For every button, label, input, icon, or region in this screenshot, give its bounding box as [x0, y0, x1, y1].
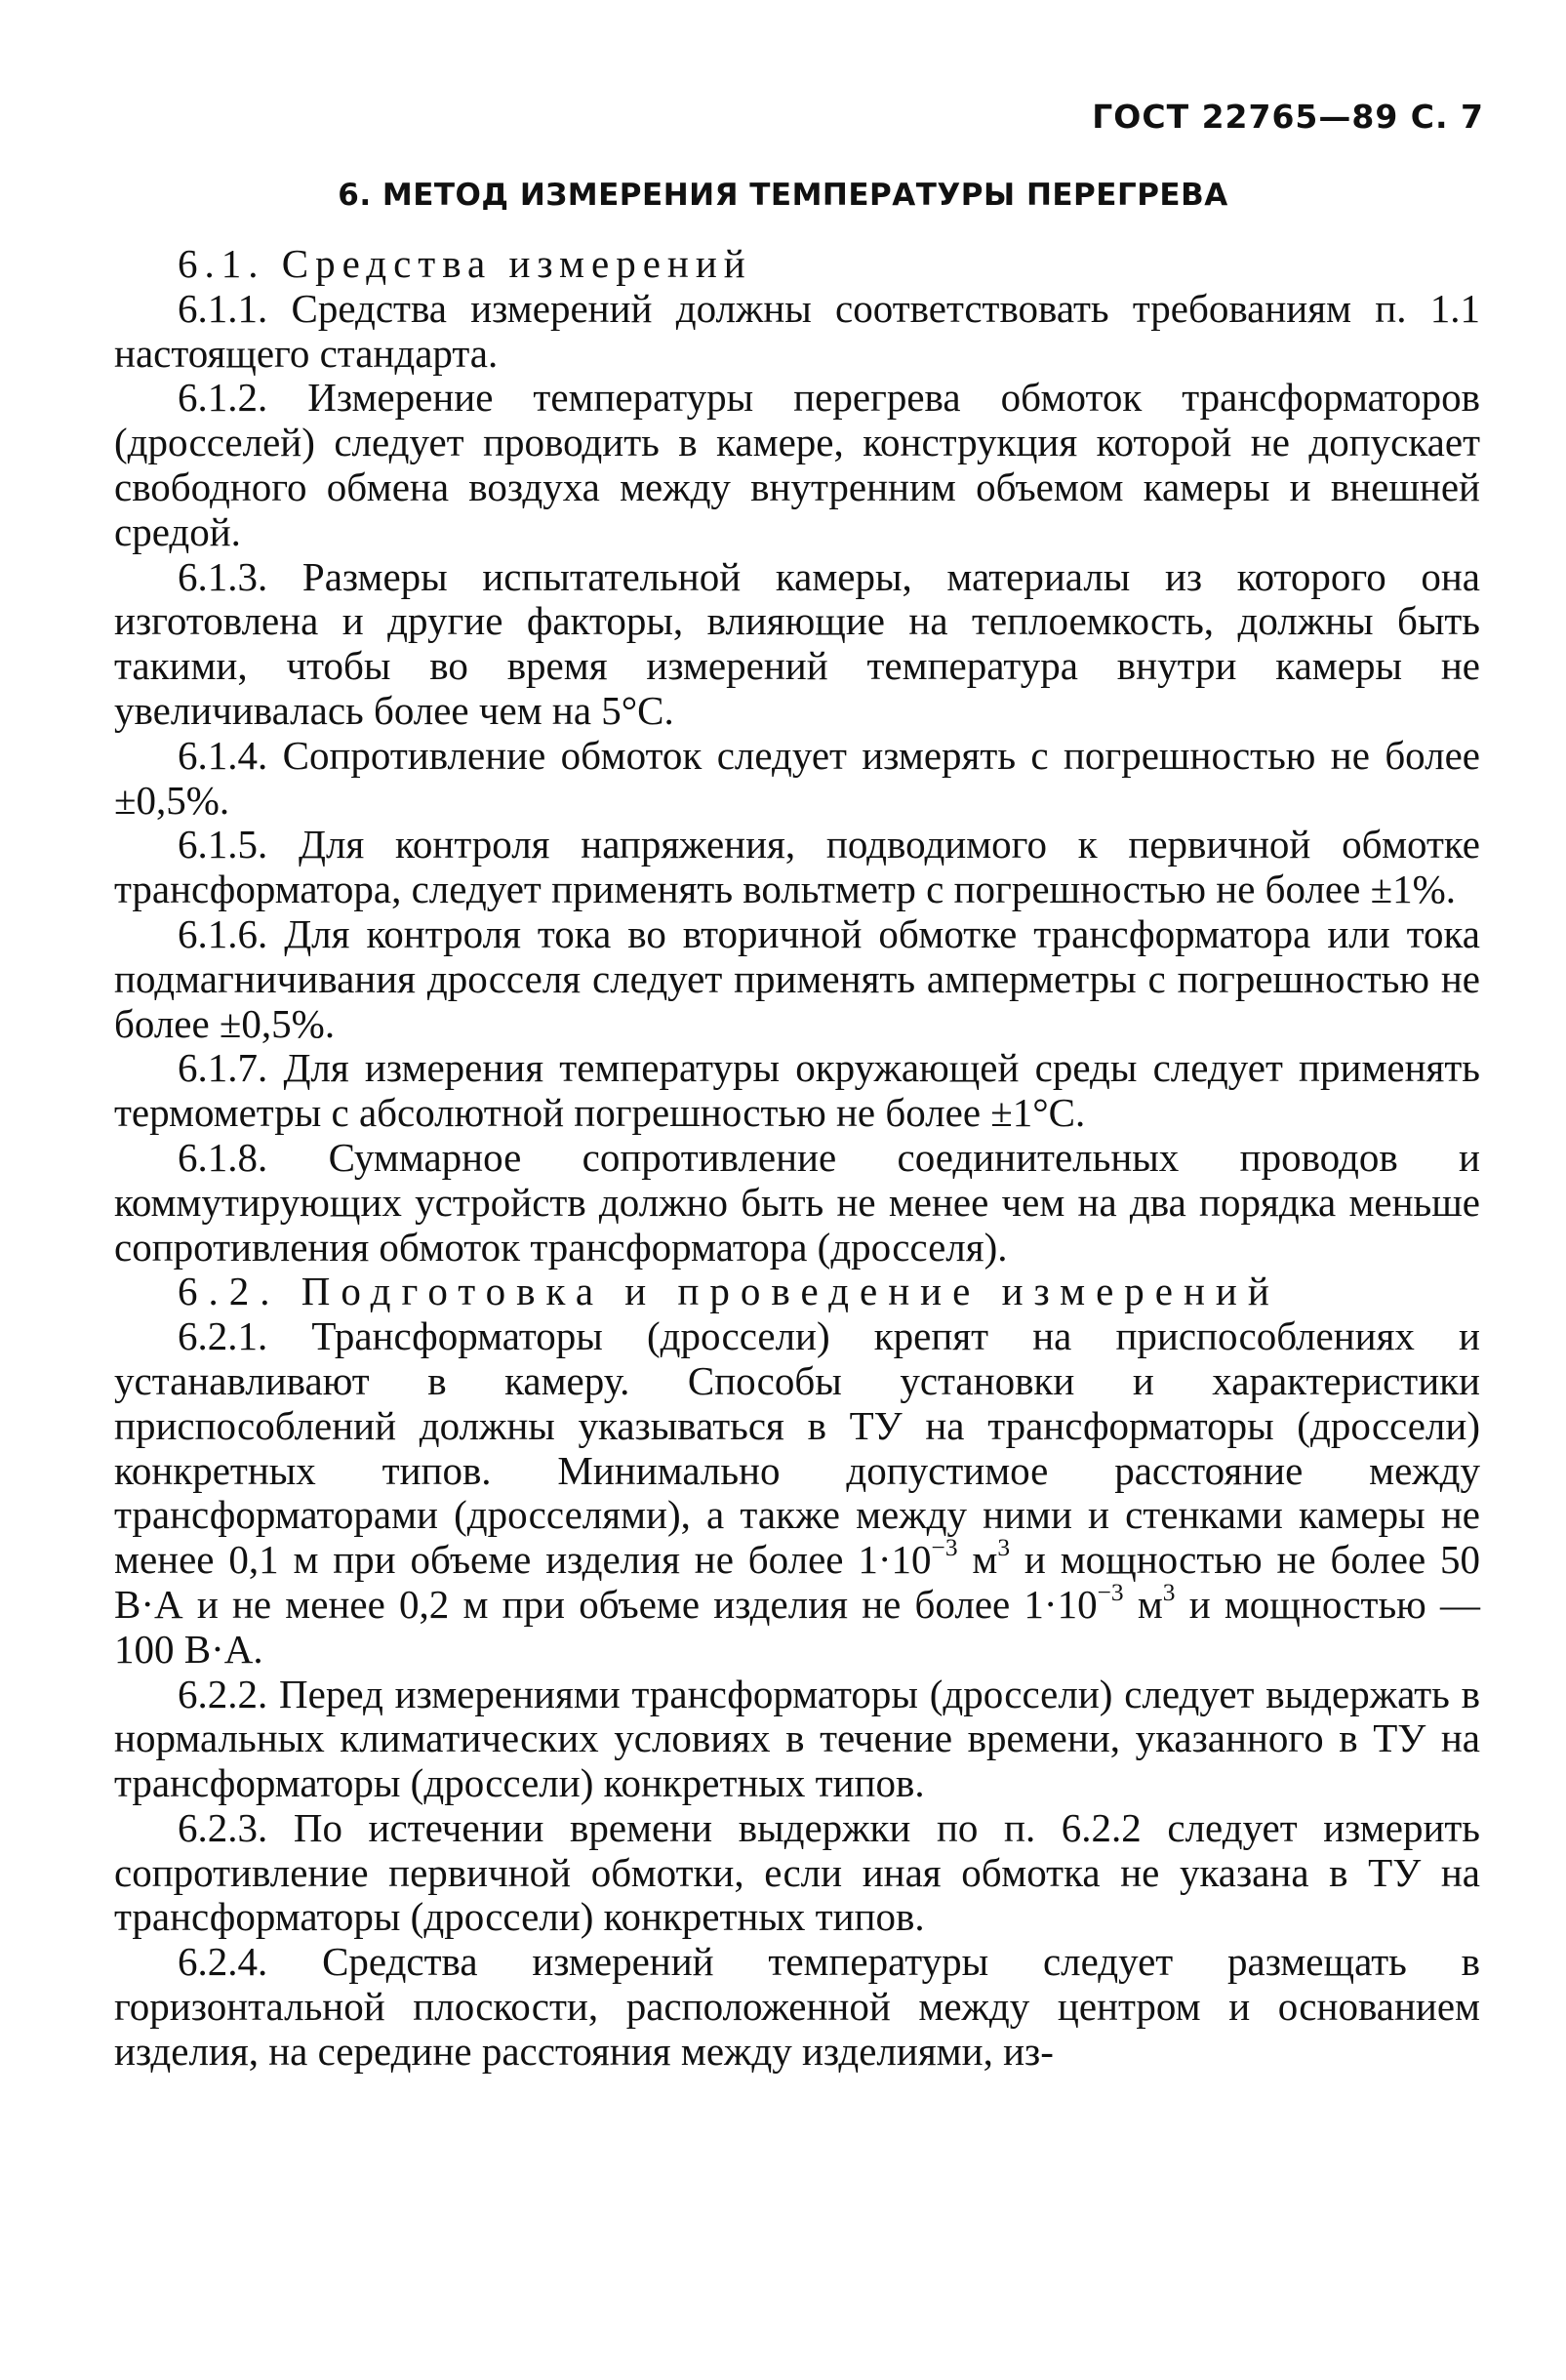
paragraph-6-2-1-part-c: и мощностью не более 50 В·А и не менее 0,2 м при объеме изделия не более 1·10	[114, 1537, 1481, 1627]
body-text	[114, 242, 1480, 2075]
power-2: 3	[1162, 1579, 1176, 1607]
exponent-2: −3	[1097, 1579, 1124, 1607]
paragraph-6-2-4: 6.2.4. Средства измерений температуры следует размещать в горизонтальной плоскости, расположенной между центром и основанием изделия, на середине расстояния между изделиями, из-	[114, 1939, 1480, 2074]
paragraph-6-2-1-part-d: м	[1123, 1581, 1163, 1627]
paragraph-6-1-1: 6.1.1. Средства измерений должны соответствовать требованиям п. 1.1 настоящего стандарта.	[114, 285, 1480, 376]
paragraph-6-2-1-part-b: м	[957, 1537, 998, 1583]
paragraph-6-1-8: 6.1.8. Суммарное сопротивление соединительных проводов и коммутирующих устройств должно быть не менее чем на два порядка меньше сопротивления обмоток трансформатора (дросселя).	[114, 1134, 1480, 1270]
paragraph-6-1-2: 6.1.2. Измерение температуры перегрева обмоток трансформаторов (дросселей) следует проводить в камере, конструкция которой не допускает свободного обмена воздуха между внутренним объемом камеры и внешней средой.	[114, 375, 1480, 554]
exponent-1: −3	[931, 1534, 958, 1562]
paragraph-6-2-1	[114, 1314, 1480, 1672]
paragraph-6-1-7: 6.1.7. Для измерения температуры окружающей среды следует применять термометры с абсолютной погрешностью не более ±1°С.	[114, 1045, 1480, 1136]
running-head: ГОСТ 22765—89 С. 7	[1092, 98, 1484, 136]
power-1: 3	[997, 1534, 1011, 1562]
paragraph-6-1-6: 6.1.6. Для контроля тока во вторичной обмотке трансформатора или тока подмагничивания дросселя следует применять амперметры с погрешностью не более ±0,5%.	[114, 910, 1480, 1046]
paragraph-6-1-5: 6.1.5. Для контроля напряжения, подводимого к первичной обмотке трансформатора, следует применять вольтметр с погрешностью не более ±1%.	[114, 822, 1480, 912]
section-title: 6. МЕТОД ИЗМЕРЕНИЯ ТЕМПЕРАТУРЫ ПЕРЕГРЕВА	[338, 178, 1228, 213]
paragraph-6-2-1-part-a: 6.2.1. Трансформаторы (дроссели) крепят на приспособлениях и устанавливают в камеру. Способы установки и характеристики приспособлений должны указываться в ТУ на трансформаторы (дроссели) конкретных типов. Минимально допустимое расстояние между трансформаторами (дросселями), а также между ними и стенками камеры не менее 0,1 м при объеме изделия не более 1·10	[114, 1313, 1480, 1583]
subsection-heading-6-2: 6.2. Подготовка и проведение измерений	[178, 1269, 1280, 1314]
subsection-heading-6-1: 6.1. Средства измерений	[178, 241, 752, 286]
paragraph-6-2-2: 6.2.2. Перед измерениями трансформаторы (дроссели) следует выдержать в нормальных климатических условиях в течение времени, указанного в ТУ на трансформаторы (дроссели) конкретных типов.	[114, 1671, 1480, 1806]
paragraph-6-2-3: 6.2.3. По истечении времени выдержки по п. 6.2.2 следует измерить сопротивление первичной обмотки, если иная обмотка не указана в ТУ на трансформаторы (дроссели) конкретных типов.	[114, 1804, 1480, 1940]
paragraph-6-1-3: 6.1.3. Размеры испытательной камеры, материалы из которого она изготовлена и другие факторы, влияющие на теплоемкость, должны быть такими, чтобы во время измерений температура внутри камеры не увеличивалась более чем на 5°С.	[114, 553, 1480, 733]
paragraph-6-1-4: 6.1.4. Сопротивление обмоток следует измерять с погрешностью не более ±0,5%.	[114, 732, 1480, 823]
paragraph-6-2-1-part-e: и мощностью — 100 В·А.	[114, 1581, 1480, 1672]
